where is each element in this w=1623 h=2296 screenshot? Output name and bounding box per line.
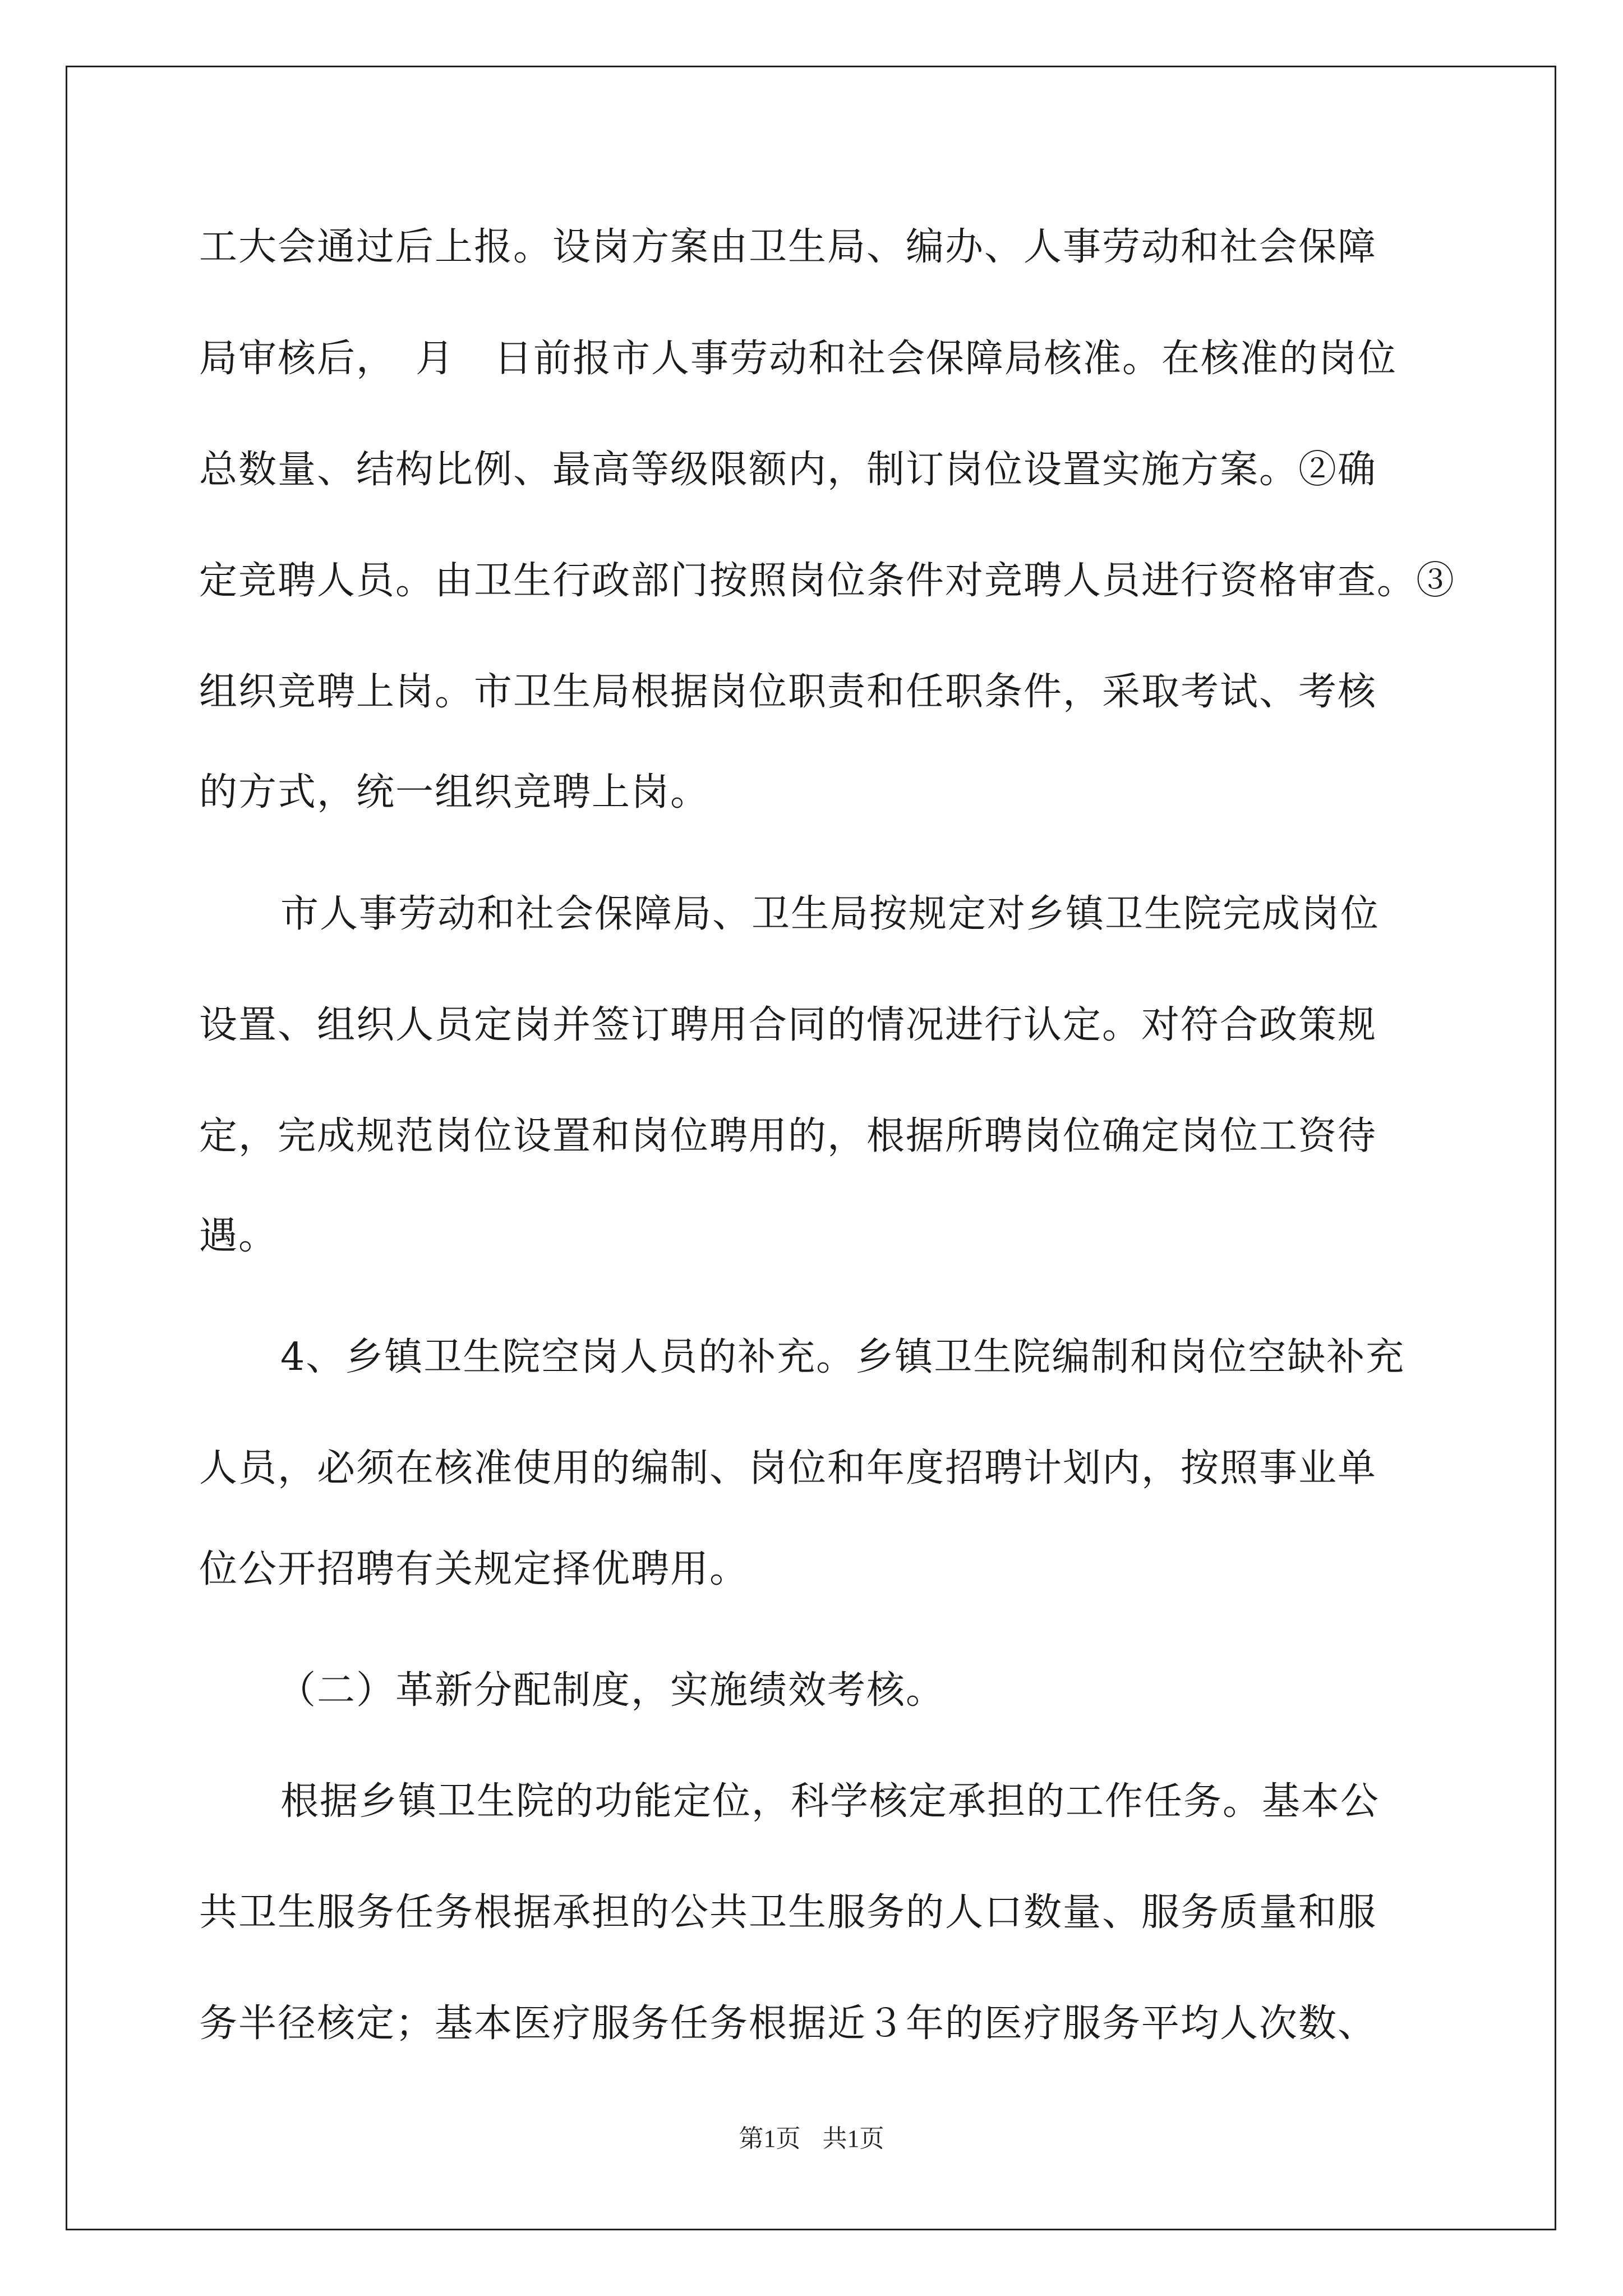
body-line: 工大会通过后上报。设岗方案由卫生局、编办、人事劳动和社会保障 [199,225,1377,269]
body-line: 共卫生服务任务根据承担的公共卫生服务的人口数量、服务质量和服 [199,1890,1377,1935]
body-line: 人员，必须在核准使用的编制、岗位和年度招聘计划内，按照事业单 [199,1446,1377,1490]
body-line: 设置、组织人员定岗并签订聘用合同的情况进行认定。对符合政策规 [199,1003,1377,1047]
body-line: 局审核后， 月 日前报市人事劳动和社会保障局核准。在核准的岗位 [199,337,1398,381]
body-line: 务半径核定；基本医疗服务任务根据近３年的医疗服务平均人次数、 [199,2001,1377,2046]
body-line: 组织竞聘上岗。市卫生局根据岗位职责和任职条件，采取考试、考核 [199,670,1377,714]
page-total: 共1页 [822,2125,884,2152]
paragraph-first-line: 市人事劳动和社会保障局、卫生局按规定对乡镇卫生院完成岗位 [280,892,1380,936]
paragraph-first-line: 根据乡镇卫生院的功能定位，科学核定承担的工作任务。基本公 [280,1779,1380,1824]
body-line: 的方式，统一组织竞聘上岗。 [199,770,710,815]
body-line: 定，完成规范岗位设置和岗位聘用的，根据所聘岗位确定岗位工资待 [199,1114,1377,1158]
page-number: 第1页 [739,2125,801,2152]
section-heading: （二）革新分配制度，实施绩效考核。 [278,1668,946,1713]
page-footer [0,2125,1623,2153]
body-line: 位公开招聘有关规定择优聘用。 [199,1547,749,1591]
body-line: 遇。 [199,1214,278,1258]
body-line: 总数量、结构比例、最高等级限额内，制订岗位设置实施方案。②确 [199,448,1377,492]
paragraph-first-line: 4、乡镇卫生院空岗人员的补充。乡镇卫生院编制和岗位空缺补充 [280,1335,1405,1379]
body-line: 定竞聘人员。由卫生行政部门按照岗位条件对竞聘人员进行资格审查。③ [199,559,1456,603]
